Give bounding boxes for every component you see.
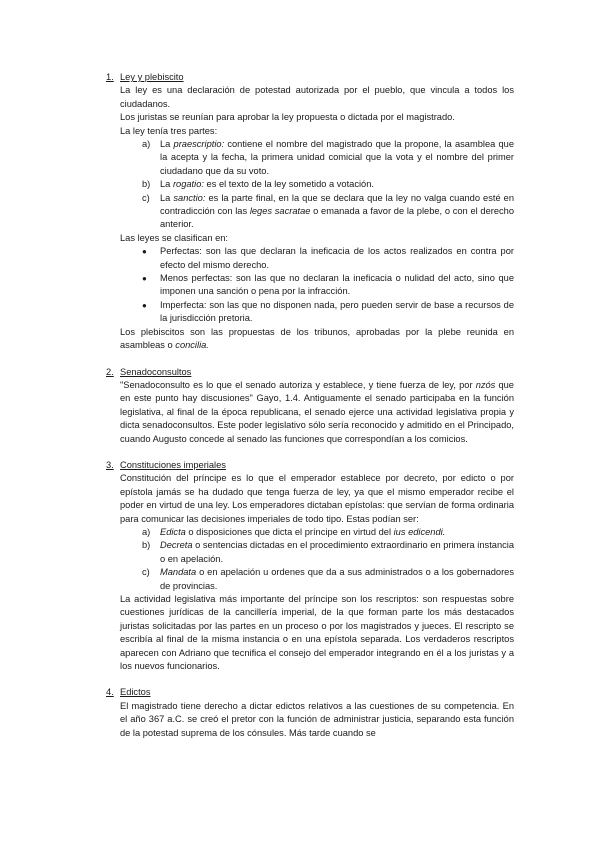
latin-term: Edicta [160, 526, 186, 537]
latin-term: praescriptio: [173, 139, 225, 150]
bullet-icon: ● [142, 274, 147, 284]
paragraph: Las leyes se clasifican en: [120, 232, 229, 243]
item-text: es el texto de la ley sometido a votación. [203, 179, 374, 190]
greek-term: nzós [475, 379, 496, 390]
list-item [120, 539, 514, 566]
section-ley-y-plebiscito [106, 71, 515, 353]
bullet-list [120, 245, 514, 325]
section-edictos [106, 686, 514, 740]
list-marker: b) [142, 179, 151, 190]
item-text: o sentencias dictadas en el procedimiento extraordinario en primera instancia o en apelación. [160, 540, 514, 564]
section-number: 4. [106, 687, 114, 698]
lettered-list [120, 138, 514, 232]
paragraph: La actividad legislativa más importante del príncipe son los rescriptos: son respuestas sobre cuestiones jurídicas de la cancillería imperial, de la que forman parte los más destacados juristas solicitadas por las partes en un proceso o por los magistrados y jueces. El rescripto se escribía al final de la misma instancia o en una epístola separada. Los verdaderos rescriptos aparecen con Adriano que tecnifica el consejo del emperador integrando en él a los juristas y a los nuevos funcionarios. [120, 593, 514, 672]
paragraph: Los juristas se reunían para aprobar la ley propuesta o dictada por el magistrado. [120, 112, 455, 123]
item-text: contiene el nombre del magistrado que la propone, la asamblea que la acepta y la fecha, la primera unidad comicial que la vota y el nombre del primer ciudadano que da su voto. [160, 139, 514, 176]
item-text: o disposiciones que dicta el príncipe en virtud del [185, 526, 394, 537]
latin-term: leges sacratae [249, 206, 311, 217]
list-item [120, 192, 514, 232]
section-number: 1. [106, 72, 114, 82]
list-item [120, 566, 514, 593]
item-text: Perfectas: son las que declaran la ineficacia de los actos realizados en contra por efecto del mismo derecho. [160, 246, 514, 270]
section-constituciones-imperiales [106, 459, 514, 673]
list-marker: c) [142, 192, 150, 203]
list-marker: a) [142, 139, 151, 150]
paragraph [120, 326, 514, 353]
section-title: Constituciones imperiales [120, 459, 226, 470]
section-heading [106, 686, 514, 699]
section-heading [106, 366, 514, 379]
item-text: La [160, 192, 174, 203]
lettered-list [120, 526, 514, 593]
list-item [120, 245, 514, 272]
item-text: La [160, 179, 173, 190]
section-title: Edictos [120, 687, 151, 698]
latin-term: sanctio: [173, 192, 206, 203]
item-text: Imperfecta: son las que no disponen nada, pero pueden servir de base a recursos de la jurisdicción pretoria. [160, 299, 514, 324]
latin-term: Mandata [160, 567, 197, 578]
bullet-icon: ● [142, 247, 147, 257]
list-marker: b) [142, 540, 151, 551]
section-heading [106, 71, 514, 84]
item-text: Menos perfectas: son las que no declaran la ineficacia o nulidad del acto, sino que imponen una sanción o pena por la infracción. [160, 273, 514, 297]
list-item [120, 178, 514, 191]
section-title: Ley y plebiscito [120, 72, 184, 82]
paragraph: La ley es una declaración de potestad autorizada por el pueblo, que vincula a todos los ciudadanos. [120, 85, 514, 109]
paragraph: Constitución del príncipe es lo que el emperador establece por decreto, por edicto o por epístola jamás se ha dudado que tenga fuerza de ley, ya que el mismo emperador recibe el poder en virtud de una ley. Los emperadores dictaban epístolas: que servían de forma ordinaria para comunicar las decisiones imperiales de todo tipo. Estas podían ser: [120, 473, 514, 524]
paragraph-text: "Senadoconsulto es lo que el senado autoriza y establece, y tiene fuerza de ley, por [120, 379, 476, 390]
section-title: Senadoconsultos [120, 366, 192, 377]
bullet-icon: ● [142, 300, 147, 310]
latin-term: rogatio: [172, 179, 204, 190]
item-text: La [160, 139, 174, 150]
paragraph: El magistrado tiene derecho a dictar edictos relativos a las cuestiones de su competencia. En el año 367 a.C. se creó el pretor con la función de administrar justicia, separando esta función de la potestad suprema de los cónsules. Más tarde cuando se [120, 700, 514, 738]
section-number: 3. [106, 459, 114, 470]
section-senadoconsultos [106, 366, 514, 446]
latin-term: concilia. [175, 340, 209, 351]
item-text: o emanada a favor de la plebe, o con el derecho anterior. [160, 206, 515, 230]
item-text: o en apelación u ordenes que da a sus administrados o a los gobernadores de provincias. [160, 567, 514, 591]
list-item [120, 272, 514, 299]
list-marker: a) [142, 526, 151, 537]
paragraph-text: Los plebiscitos son las propuestas de los tribunos, aprobadas por la plebe reunida en asambleas o [120, 326, 514, 351]
list-item [120, 526, 514, 539]
paragraph [120, 379, 514, 446]
latin-term: Decreta [160, 540, 193, 551]
list-marker: c) [142, 567, 150, 578]
list-item [120, 138, 514, 178]
section-number: 2. [106, 366, 114, 377]
latin-term: ius edicendi. [393, 526, 446, 537]
section-heading [106, 459, 514, 472]
paragraph: La ley tenía tres partes: [120, 125, 218, 136]
item-text: es la parte final, en la que se declara que la ley no valga cuando esté en contradicción con las [160, 192, 514, 217]
paragraph-text: que en este punto hay discusiones" Gayo, 1.4. Antiguamente el senado participaba en la función legislativa, al final de la época republicana, el senado ejerce una actividad legislativa propia y dicta senadoconsultos. Este poder legislativo sólo sería reconocido y admitido en el Principado, cuando Augusto concede al senado las funciones que correspondían a los comicios. [120, 379, 514, 444]
list-item [120, 299, 514, 326]
